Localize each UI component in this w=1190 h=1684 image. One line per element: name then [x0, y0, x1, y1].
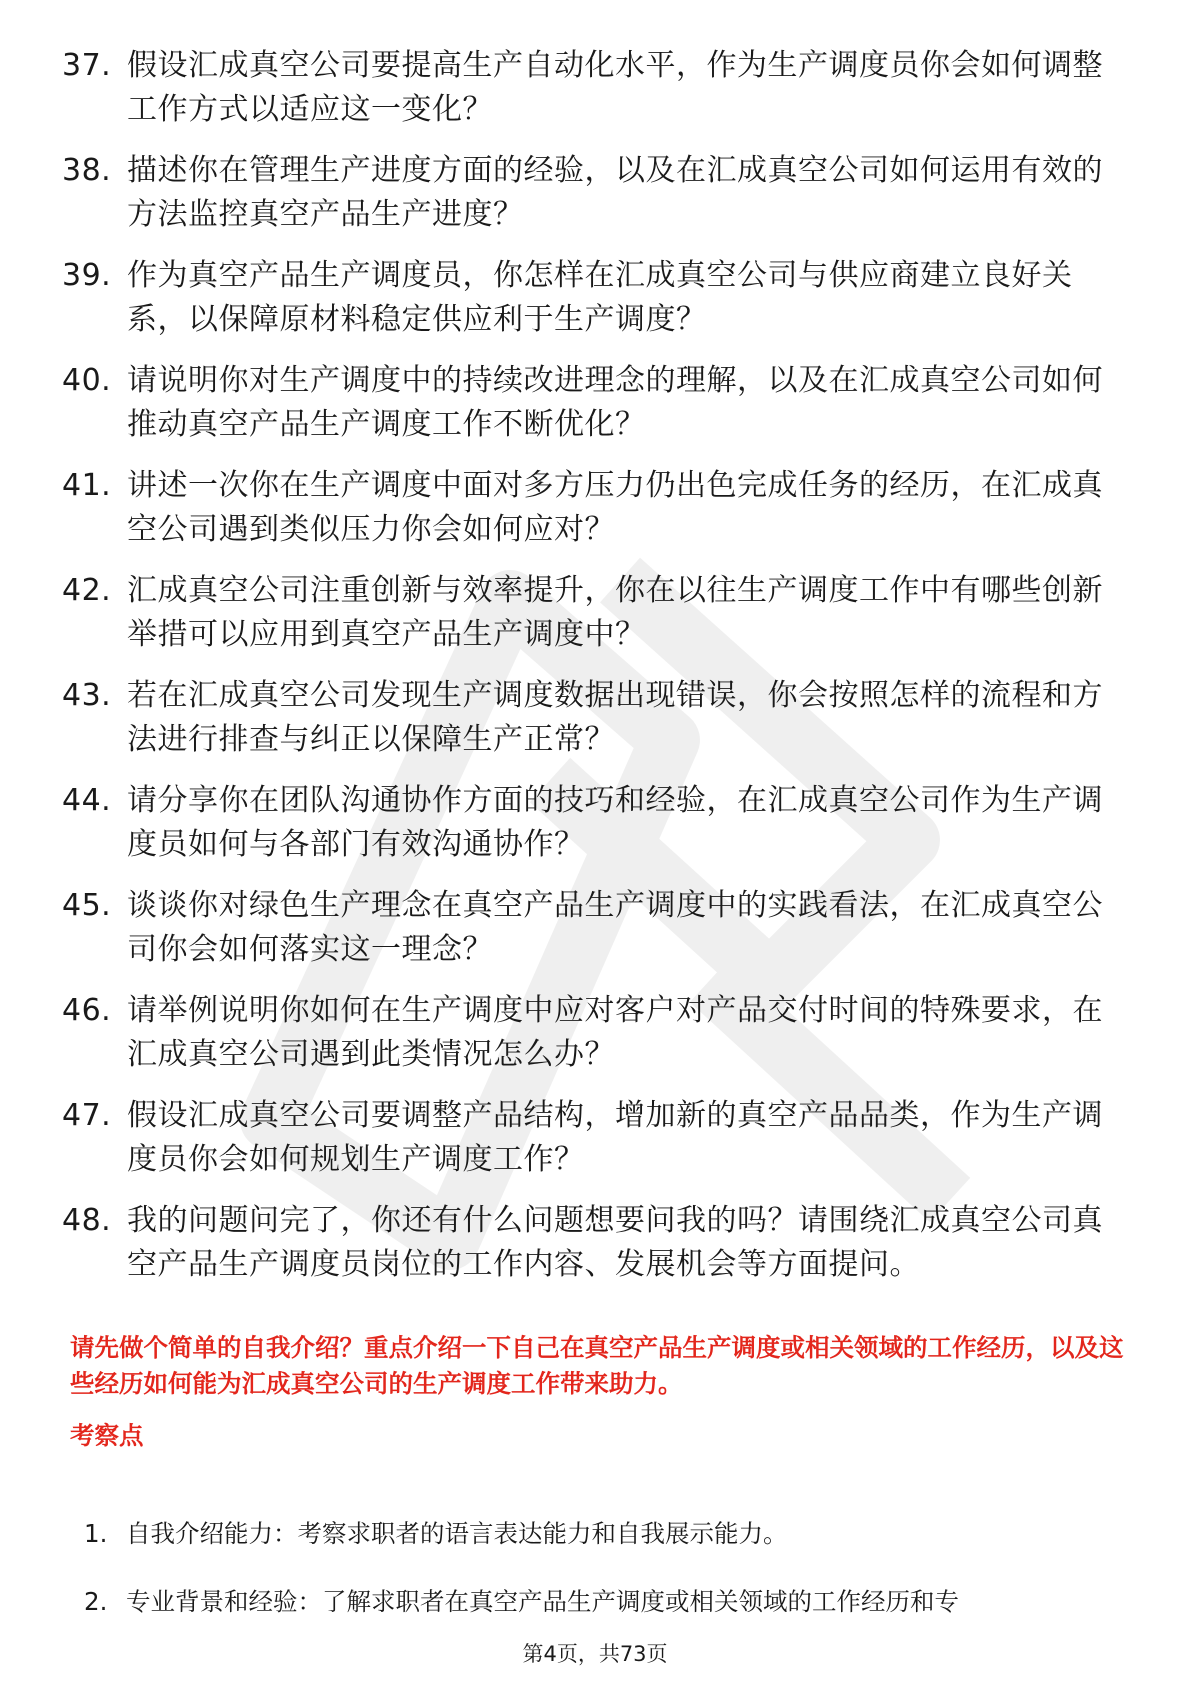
question-number: 46. [62, 993, 112, 1028]
question-text: 作为真空产品生产调度员，你怎样在汇成真空公司与供应商建立良好关系，以保障原材料稳定供应利于生产调度？ [127, 258, 1073, 337]
point-text: 自我介绍能力：考察求职者的语言表达能力和自我展示能力。 [126, 1519, 788, 1548]
question-text: 请分享你在团队沟通协作方面的技巧和经验，在汇成真空公司作为生产调度员如何与各部门有效沟通协作？ [127, 783, 1103, 862]
question-item [62, 464, 1132, 552]
question-text: 请举例说明你如何在生产调度中应对客户对产品交付时间的特殊要求，在汇成真空公司遇到此类情况怎么办？ [127, 993, 1103, 1072]
question-text: 请说明你对生产调度中的持续改进理念的理解，以及在汇成真空公司如何推动真空产品生产调度工作不断优化？ [127, 363, 1103, 442]
page-footer: 第4页，共73页 [522, 1642, 668, 1666]
question-number: 40. [62, 363, 112, 398]
question-item [62, 1094, 1132, 1182]
assessment-point [84, 1516, 1124, 1552]
question-text: 假设汇成真空公司要调整产品结构，增加新的真空产品品类，作为生产调度员你会如何规划生产调度工作？ [127, 1098, 1103, 1177]
assessment-point [84, 1584, 1124, 1620]
point-text: 专业背景和经验：了解求职者在真空产品生产调度或相关领域的工作经历和专 [126, 1587, 959, 1616]
question-number: 47. [62, 1098, 112, 1133]
question-item [62, 569, 1132, 657]
question-item [62, 674, 1132, 762]
question-number: 42. [62, 573, 112, 608]
question-item [62, 989, 1132, 1077]
question-item [62, 44, 1132, 132]
question-item [62, 254, 1132, 342]
question-item [62, 149, 1132, 237]
question-item [62, 1199, 1132, 1287]
question-list [62, 44, 1132, 1304]
question-text: 假设汇成真空公司要提高生产自动化水平，作为生产调度员你会如何调整工作方式以适应这一变化？ [127, 48, 1103, 127]
question-number: 41. [62, 468, 112, 503]
question-number: 44. [62, 783, 112, 818]
highlight-question: 请先做个简单的自我介绍？重点介绍一下自己在真空产品生产调度或相关领域的工作经历，以及这些经历如何能为汇成真空公司的生产调度工作带来助力。 [70, 1333, 1124, 1398]
question-text: 我的问题问完了，你还有什么问题想要问我的吗？请围绕汇成真空公司真空产品生产调度员岗位的工作内容、发展机会等方面提问。 [127, 1203, 1103, 1282]
question-number: 45. [62, 888, 112, 923]
point-number: 2. [84, 1587, 108, 1616]
question-text: 若在汇成真空公司发现生产调度数据出现错误，你会按照怎样的流程和方法进行排查与纠正以保障生产正常？ [127, 678, 1103, 757]
question-number: 43. [62, 678, 112, 713]
question-number: 48. [62, 1203, 112, 1238]
question-item [62, 884, 1132, 972]
point-number: 1. [84, 1519, 108, 1548]
question-text: 描述你在管理生产进度方面的经验，以及在汇成真空公司如何运用有效的方法监控真空产品生产进度？ [127, 153, 1103, 232]
question-number: 39. [62, 258, 112, 293]
question-item [62, 779, 1132, 867]
section-title: 考察点 [70, 1421, 144, 1450]
question-number: 38. [62, 153, 112, 188]
question-item [62, 359, 1132, 447]
question-text: 讲述一次你在生产调度中面对多方压力仍出色完成任务的经历，在汇成真空公司遇到类似压力你会如何应对？ [127, 468, 1103, 547]
question-text: 谈谈你对绿色生产理念在真空产品生产调度中的实践看法，在汇成真空公司你会如何落实这一理念？ [127, 888, 1103, 967]
assessment-points-list [84, 1516, 1124, 1652]
question-text: 汇成真空公司注重创新与效率提升，你在以往生产调度工作中有哪些创新举措可以应用到真空产品生产调度中？ [127, 573, 1103, 652]
question-number: 37. [62, 48, 112, 83]
